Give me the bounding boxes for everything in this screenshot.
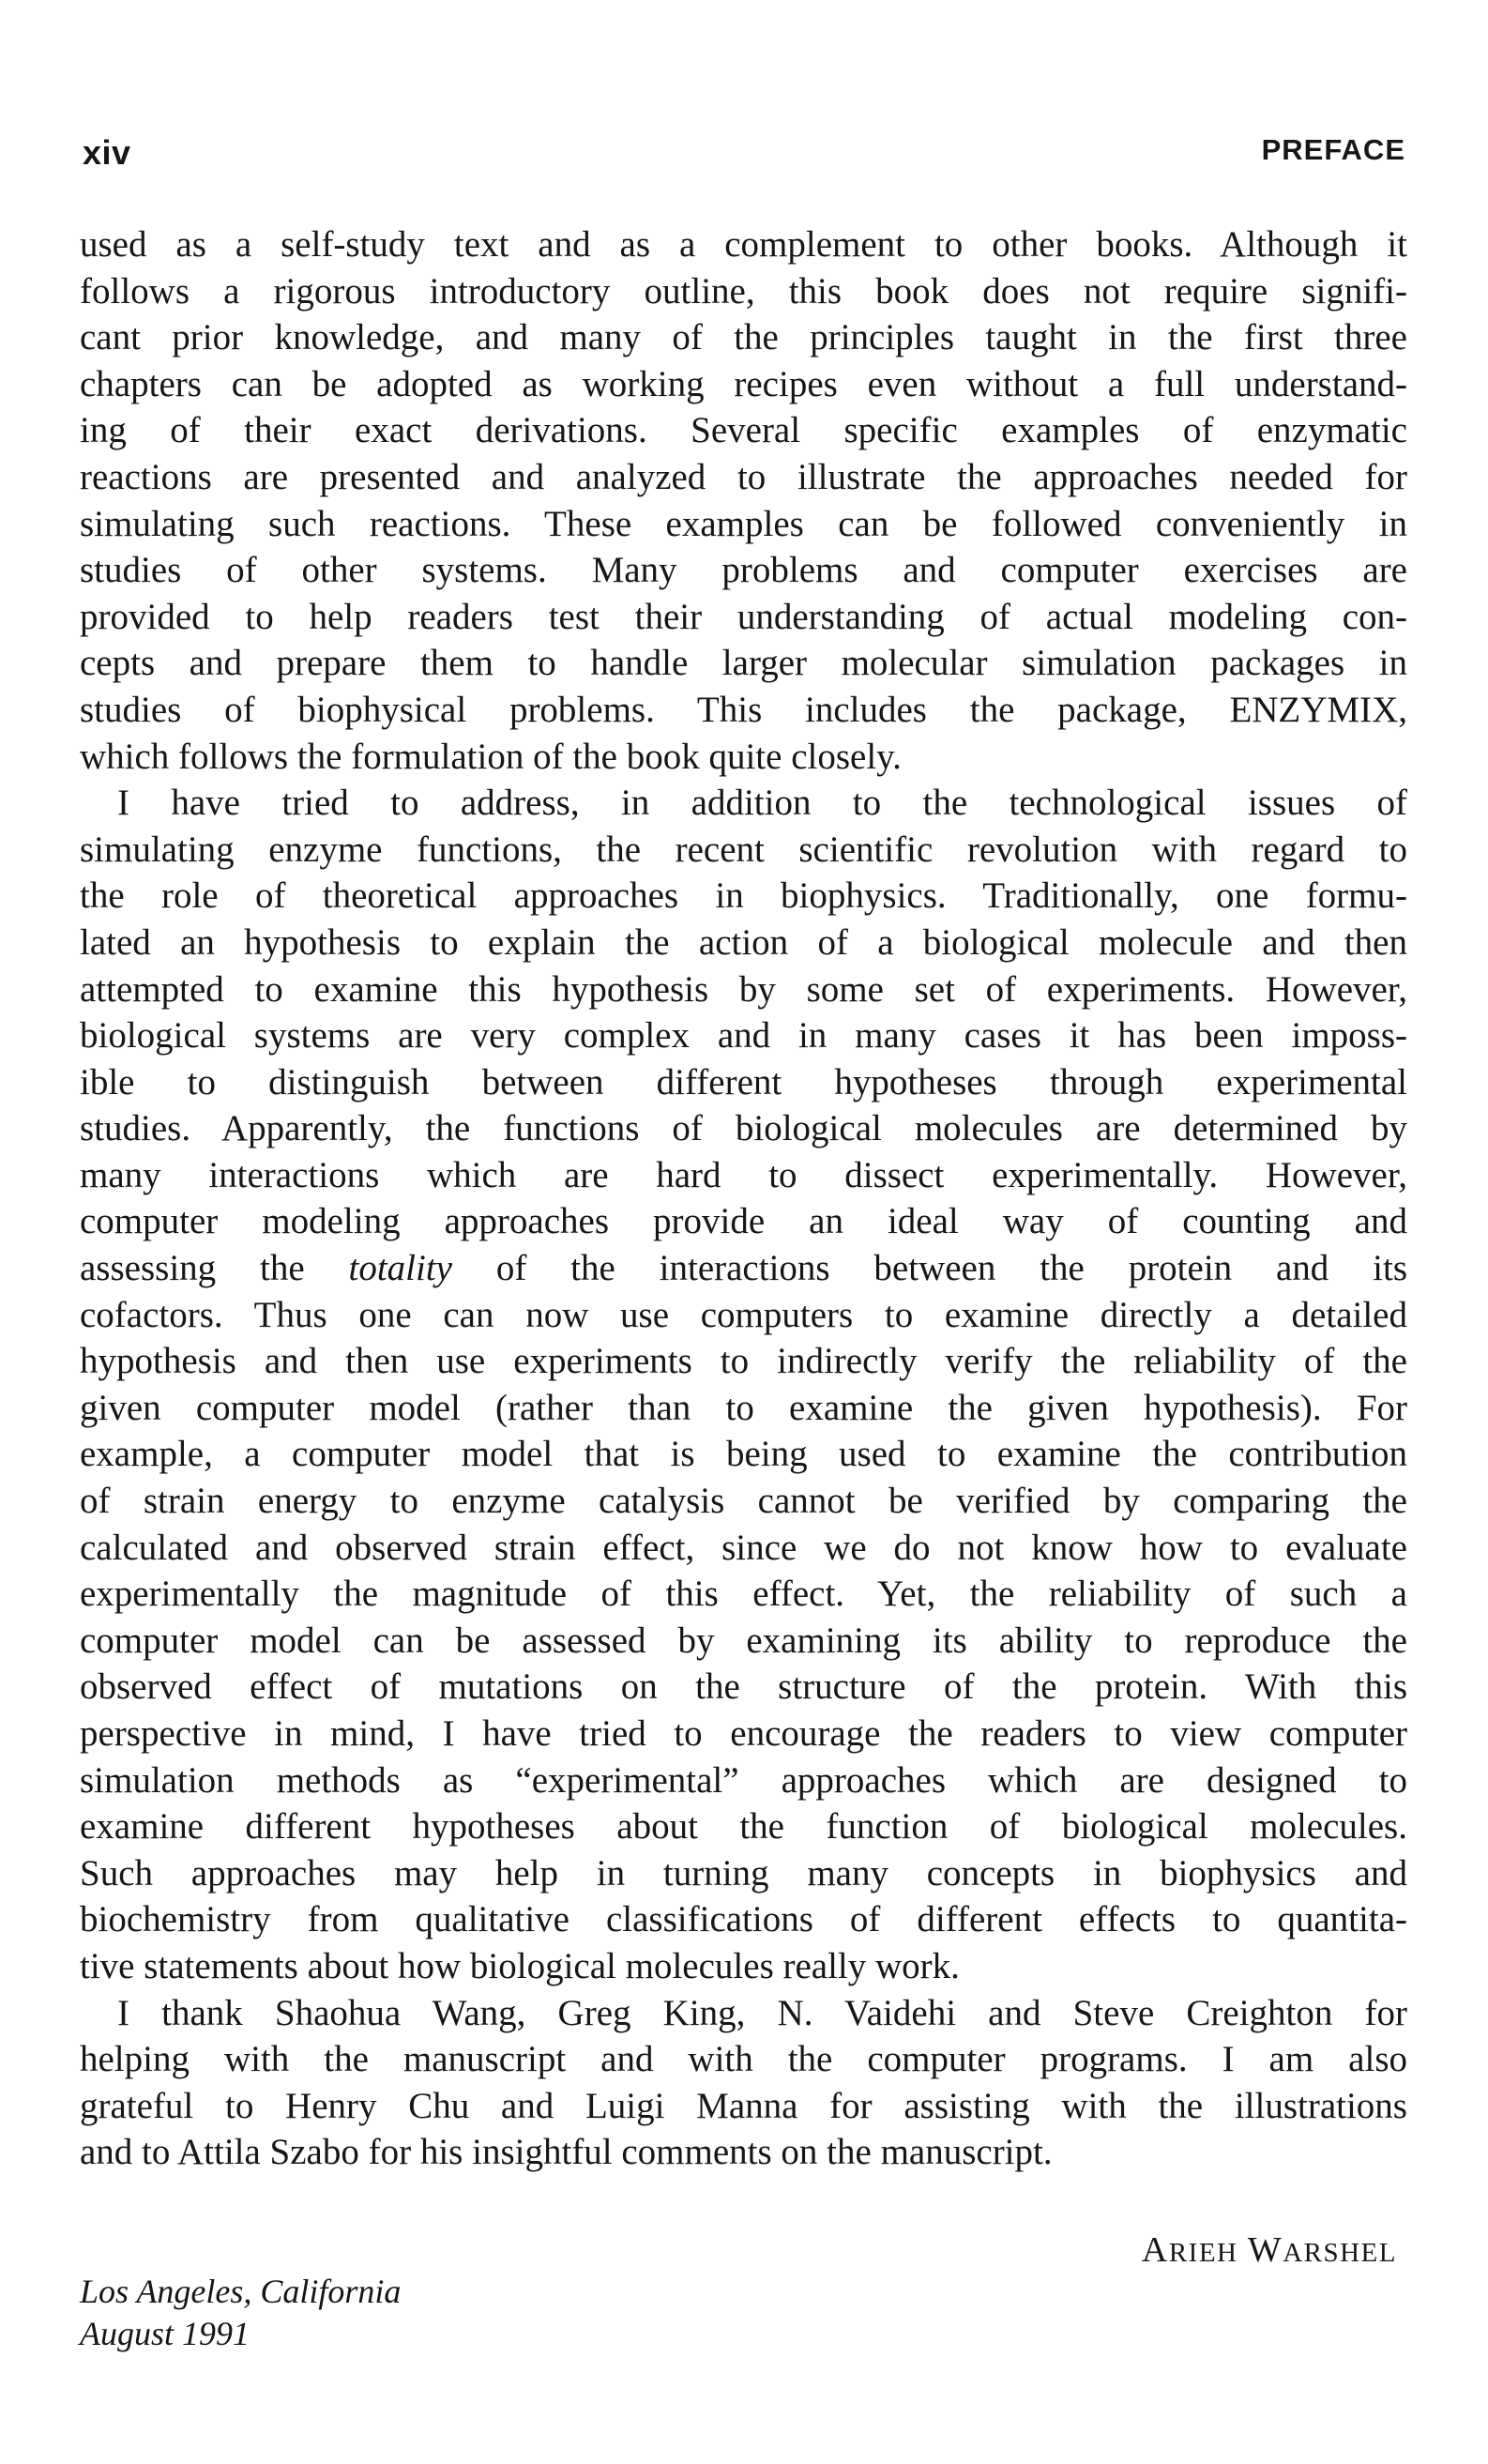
- text-line: experimentally the magnitude of this effect. Yet, the reliability of such a: [80, 1574, 1407, 1615]
- text-line: perspective in mind, I have tried to encourage the readers to view computer: [80, 1713, 1407, 1754]
- text-line: the role of theoretical approaches in biophysics. Traditionally, one formu-: [80, 875, 1407, 917]
- text-line: I thank Shaohua Wang, Greg King, N. Vaidehi and Steve Creighton for: [117, 1992, 1407, 2033]
- text-line: Such approaches may help in turning many concepts in biophysics and: [80, 1852, 1407, 1894]
- text-line: studies of other systems. Many problems and computer exercises are: [80, 550, 1407, 591]
- text-line: follows a rigorous introductory outline, this book does not require signifi-: [80, 270, 1407, 312]
- dateline-date: August 1991: [80, 2315, 251, 2352]
- text-line: which follows the formulation of the book quite closely.: [80, 736, 902, 777]
- text-line: biochemistry from qualitative classifications of different effects to quantita-: [80, 1899, 1407, 1940]
- text-line: computer model can be assessed by examining its ability to reproduce the: [80, 1620, 1407, 1661]
- preface-body: [80, 221, 1407, 2176]
- text-line: of strain energy to enzyme catalysis cannot be verified by comparing the: [80, 1481, 1407, 1522]
- text-line: chapters can be adopted as working recipes even without a full understand-: [80, 363, 1407, 404]
- text-line: lated an hypothesis to explain the action of a biological molecule and then: [80, 921, 1407, 963]
- section-title: PREFACE: [1261, 133, 1405, 166]
- paragraph: [80, 221, 1407, 780]
- text-line: used as a self-study text and as a complement to other books. Although it: [80, 224, 1407, 265]
- text-line: I have tried to address, in addition to the technological issues of: [117, 783, 1407, 824]
- text-line: simulating such reactions. These examples can be followed conveniently in: [80, 503, 1407, 544]
- text-line: biological systems are very complex and in many cases it has been imposs-: [80, 1015, 1407, 1057]
- author-last-name: WARSHEL: [1247, 2230, 1397, 2270]
- text-line: hypothesis and then use experiments to indirectly verify the reliability of the: [80, 1341, 1407, 1382]
- paragraph: [80, 780, 1407, 1989]
- text-line: cofactors. Thus one can now use computers to examine directly a detailed: [80, 1294, 1407, 1335]
- text-line: observed effect of mutations on the structure of the protein. With this: [80, 1666, 1407, 1708]
- text-line: given computer model (rather than to examine the given hypothesis). For: [80, 1387, 1407, 1428]
- text-line: ing of their exact derivations. Several specific examples of enzymatic: [80, 410, 1407, 451]
- text-line: reactions are presented and analyzed to illustrate the approaches needed for: [80, 456, 1407, 497]
- text-line: cepts and prepare them to handle larger molecular simulation packages in: [80, 643, 1407, 684]
- text-line: calculated and observed strain effect, since we do not know how to evaluate: [80, 1527, 1407, 1568]
- dateline-place: Los Angeles, California: [80, 2273, 402, 2310]
- running-head: [83, 133, 1405, 178]
- text-line: tive statements about how biological molecules really work.: [80, 1945, 960, 1986]
- text-line: helping with the manuscript and with the computer programs. I am also: [80, 2039, 1407, 2080]
- text-line: many interactions which are hard to dissect experimentally. However,: [80, 1154, 1407, 1195]
- text-line: studies of biophysical problems. This includes the package, ENZYMIX,: [80, 689, 1407, 730]
- text-line: examine different hypotheses about the function of biological molecules.: [80, 1806, 1407, 1848]
- text-line: assessing the totality of the interactions between the protein and its: [80, 1248, 1407, 1289]
- text-line: and to Attila Szabo for his insightful comments on the manuscript.: [80, 2132, 1053, 2173]
- text-line: ible to distinguish between different hypotheses through experimental: [80, 1061, 1407, 1103]
- text-line: cant prior knowledge, and many of the principles taught in the first three: [80, 317, 1407, 358]
- text-line: grateful to Henry Chu and Luigi Manna for assisting with the illustrations: [80, 2085, 1407, 2126]
- paragraph: [80, 1990, 1407, 2176]
- text-line: simulation methods as “experimental” approaches which are designed to: [80, 1759, 1407, 1801]
- text-line: provided to help readers test their understanding of actual modeling con-: [80, 596, 1407, 637]
- author-first-name: ARIEH: [1141, 2230, 1238, 2270]
- page-number: xiv: [83, 133, 131, 172]
- text-line: computer modeling approaches provide an ideal way of counting and: [80, 1201, 1407, 1242]
- text-line: studies. Apparently, the functions of biological molecules are determined by: [80, 1108, 1407, 1149]
- text-line: attempted to examine this hypothesis by some set of experiments. However,: [80, 968, 1407, 1010]
- dateline: [80, 2271, 401, 2355]
- text-line: simulating enzyme functions, the recent scientific revolution with regard to: [80, 829, 1407, 870]
- author-signature: [1142, 2229, 1397, 2271]
- text-line: example, a computer model that is being used to examine the contribution: [80, 1434, 1407, 1475]
